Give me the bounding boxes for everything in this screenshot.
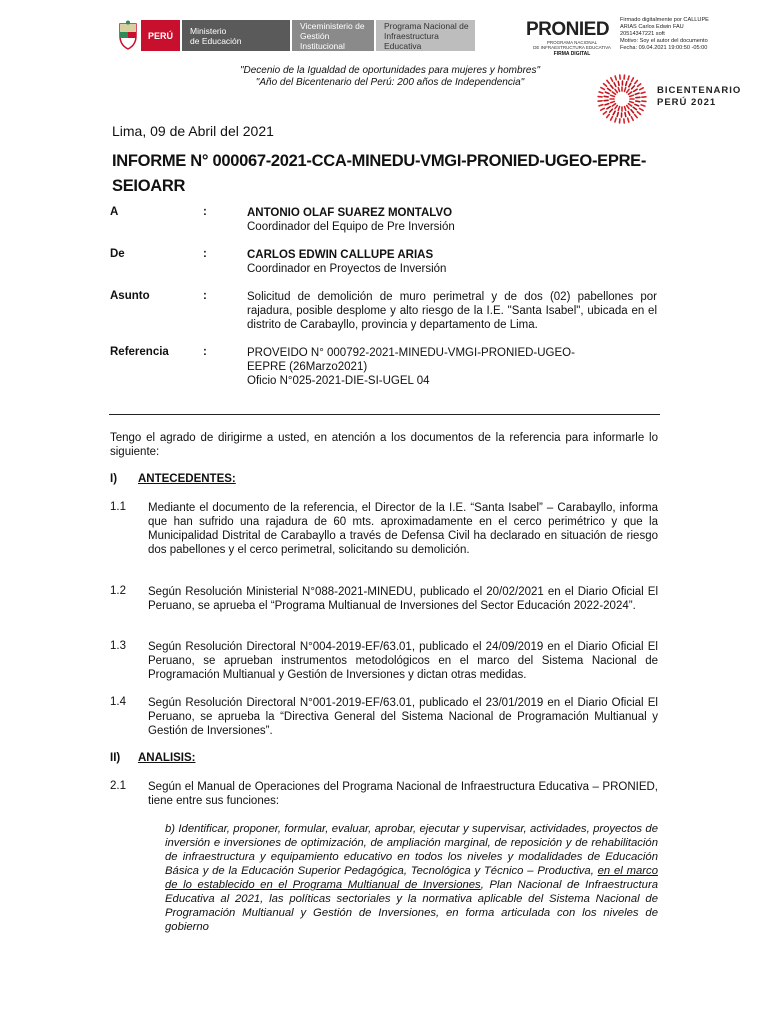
to-value: ANTONIO OLAF SUAREZ MONTALVO Coordinador del Equipo de Pre Inversión [247,207,455,233]
item-number: 1.3 [110,640,126,652]
ministry-logo: Ministerio de Educación [182,20,290,51]
list-item: Según Resolución Ministerial N°088-2021-MINEDU, publicado el 20/02/2021 en el Diario Oficial El Peruano, se aprueba el “Programa Multianual de Inversiones del Sector Educación 2022-2024”. [148,586,658,612]
item-number: 1.4 [110,696,126,708]
peru-logo: PERÚ [141,20,180,51]
list-item: Mediante el documento de la referencia, el Director de la I.E. “Santa Isabel” – Carabayllo, informa que han sufrido una rajadura de 60 mts. aproximadamente en el cerco perimétrico y que la Municipalidad Distrital de Carabayllo a través de Defensa Civil ha declarado en situación de riesgo dos pabellones y el cerco perimetral, solicitando su demolición. [148,502,658,556]
list-item: Según Resolución Directoral N°004-2019-EF/63.01, publicado el 24/09/2019 en el Diario Oficial El Peruano, se aprueban instrumentos metodológicos en el marco del Sistema Nacional de Programación Multianual y Gestión de Inversiones y dictan otras medidas. [148,641,658,681]
to-label: A [110,206,119,218]
reference-label: Referencia [110,346,169,358]
intro-paragraph: Tengo el agrado de dirigirme a usted, en atención a los documentos de la referencia para informarle lo siguiente: [110,432,658,458]
document-date: Lima, 09 de Abril del 2021 [112,123,274,139]
vice-ministry-logo: Viceministerio de Gestión Institucional [292,20,374,51]
colon: : [203,346,207,358]
item-number: 1.1 [110,501,126,513]
list-item: Según Resolución Directoral N°001-2019-EF/63.01, publicado el 23/01/2019 en el Diario Oficial El Peruano, se aprueba la “Directiva General del Sistema Nacional de Programación Multianual y Gestión de Inversiones”. [148,697,658,737]
from-value: CARLOS EDWIN CALLUPE ARIAS Coordinador en Proyectos de Inversión [247,249,447,275]
bicentenario-text: BICENTENARIO PERÚ 2021 [657,85,742,108]
reference-value: PROVEIDO N° 000792-2021-MINEDU-VMGI-PRONIED-UGEO- EEPRE (26Marzo2021) Oficio N°025-2021-DIE-SI-UGEL 04 [247,347,575,387]
colon: : [203,290,207,302]
report-title: INFORME N° 000067-2021-CCA-MINEDU-VMGI-PRONIED-UGEO-EPRE- SEIOARR [112,152,647,195]
pronied-logo: PRONIED PROGRAMA NACIONAL DE INFRAESTRUCTURA EDUCATIVA FIRMA DIGITAL [526,19,611,57]
bicentenario-emblem-icon [595,72,649,126]
subject-label: Asunto [110,290,150,302]
subject-value: Solicitud de demolición de muro perimetral y de dos (02) pabellones por rajadura, posible desplome y alto riesgo de la I.E. "Santa Isabel", ubicada en el distrito de Carabayllo, provincia y departamento de Lima. [247,291,657,331]
section-heading: II) ANALISIS: [110,752,196,764]
item-number: 1.2 [110,585,126,597]
section-heading: I) ANTECEDENTES: [110,473,236,485]
program-logo: Programa Nacional de Infraestructura Educativa [376,20,475,51]
list-item: Según el Manual de Operaciones del Programa Nacional de Infraestructura Educativa – PRONIED, tiene entre sus funciones: [148,781,658,807]
item-number: 2.1 [110,780,126,792]
colon: : [203,248,207,260]
from-label: De [110,248,125,260]
divider [109,414,660,415]
decenio-motto: "Decenio de la Igualdad de oportunidades para mujeres y hombres" "Año del Bicentenario del Perú: 200 años de Independencia" [239,65,541,88]
digital-signature-block: Firmado digitalmente por CALLUPE ARIAS Carlos Edwin FAU 20514347221 soft Motivo: Soy el autor del documento Fecha: 09.04.2021 19:00:50 -05:00 [620,17,709,51]
quoted-function: b) Identificar, proponer, formular, evaluar, aprobar, ejecutar y supervisar, actividades, proyectos de inversión e inversiones de optimización, de ampliación marginal, de reposición y de rehabilitación de infraestructura y equipamiento educativo en todos los niveles y modalidades de Educación Básica y de la Educación Superior Pedagógica, Tecnológica y Técnico – Productiva, en el marco de lo establecido en el Programa Multianual de Inversiones, Plan Nacional de Infraestructura Educativa al 2021, las políticas sectoriales y la normativa aplicable del Sistema Nacional de Programación Multianual y Gestión de Inversiones, en forma articulada con los niveles de gobierno [165,823,658,933]
peru-coat-of-arms-icon [117,20,139,50]
colon: : [203,206,207,218]
